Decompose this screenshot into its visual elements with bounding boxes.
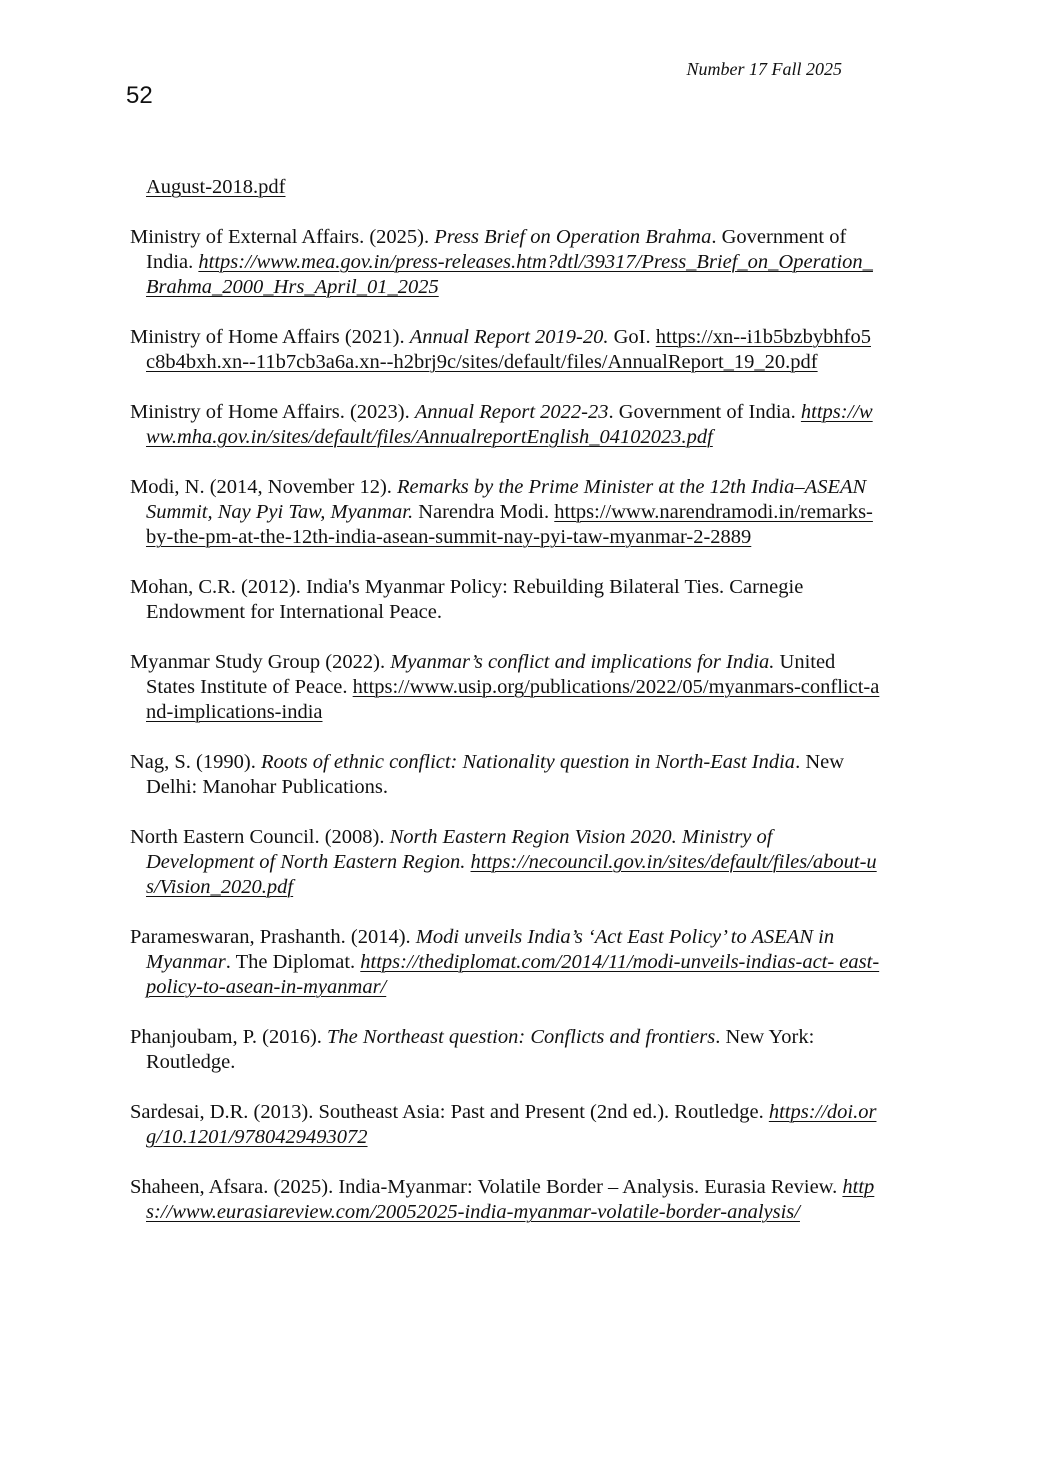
reference-text: . New Delhi: Manohar Publications.: [146, 751, 845, 798]
reference-entry: [130, 650, 880, 725]
reference-entry: [130, 225, 880, 300]
reference-text: . Government of India.: [146, 226, 847, 273]
reference-entry: [130, 1175, 880, 1225]
reference-link[interactable]: https://www.mha.gov.in/sites/default/files/AnnualreportEnglish_04102023.pdf: [146, 401, 873, 448]
reference-text: Modi, N. (2014, November 12).: [130, 476, 398, 498]
reference-text: Nag, S. (1990).: [130, 751, 261, 773]
reference-link[interactable]: https://necouncil.gov.in/sites/default/files/about-us/Vision_2020.pdf: [146, 851, 877, 898]
reference-entry: [130, 1025, 880, 1075]
reference-link[interactable]: https://www.eurasiareview.com/20052025-india-myanmar-volatile-border-analysis/: [146, 1176, 875, 1223]
reference-text: North Eastern Council. (2008).: [130, 826, 390, 848]
reference-link[interactable]: https://thediplomat.com/2014/11/modi-unveils-indias-act- east-policy-to-asean-in-myanmar/: [146, 951, 880, 998]
reference-text: GoI.: [608, 326, 656, 348]
reference-entry: [130, 325, 880, 375]
reference-entry: [130, 475, 880, 550]
reference-text: Parameswaran, Prashanth. (2014).: [130, 926, 416, 948]
reference-link[interactable]: https://doi.org/10.1201/9780429493072: [146, 1101, 877, 1148]
reference-link[interactable]: August-2018.pdf: [146, 176, 286, 198]
reference-text: Narendra Modi.: [413, 501, 555, 523]
page-number: 52: [126, 82, 153, 109]
reference-entry: [130, 1100, 880, 1150]
reference-entry: [130, 575, 880, 625]
reference-entries: [130, 225, 880, 1225]
reference-list: [130, 175, 880, 1250]
reference-text: . The Diplomat.: [225, 951, 361, 973]
reference-entry: [130, 400, 880, 450]
reference-text: Ministry of Home Affairs. (2023).: [130, 401, 415, 423]
reference-entry: [130, 825, 880, 900]
reference-title: Remarks by the Prime Minister at the 12th India–ASEAN Summit, Nay Pyi Taw, Myanmar.: [146, 476, 867, 523]
reference-text: Sardesai, D.R. (2013). Southeast Asia: Past and Present (2nd ed.). Routledge.: [130, 1101, 769, 1123]
reference-title: Roots of ethnic conflict: Nationality question in North-East India: [260, 751, 796, 773]
reference-title: Press Brief on Operation Brahma: [434, 226, 712, 248]
reference-title: Annual Report 2019-20.: [409, 326, 609, 348]
reference-link[interactable]: https://www.usip.org/publications/2022/05/myanmars-conflict-and-implications-india: [146, 676, 880, 723]
reference-text: Ministry of Home Affairs (2021).: [130, 326, 410, 348]
reference-continuation: [130, 175, 880, 200]
reference-title: Annual Report 2022-23: [414, 401, 609, 423]
reference-entry: [130, 925, 880, 1000]
reference-title: Modi unveils India’s ‘Act East Policy’ to ASEAN in Myanmar: [146, 926, 835, 973]
reference-text: Ministry of External Affairs. (2025).: [130, 226, 435, 248]
reference-entry: [130, 750, 880, 800]
reference-text: Phanjoubam, P. (2016).: [130, 1026, 328, 1048]
reference-link[interactable]: https://www.mea.gov.in/press-releases.htm?dtl/39317/Press_Brief_on_Operation_Brahma_2000_Hrs_April_01_2025: [146, 251, 873, 298]
reference-text: Myanmar Study Group (2022).: [130, 651, 391, 673]
running-header: Number 17 Fall 2025: [686, 59, 842, 79]
reference-title: Myanmar’s conflict and implications for India.: [390, 651, 775, 673]
reference-link[interactable]: https://www.narendramodi.in/remarks-by-the-pm-at-the-12th-india-asean-summit-nay-pyi-taw-myanmar-2-2889: [146, 501, 873, 548]
reference-link[interactable]: https://xn--i1b5bzbybhfo5c8b4bxh.xn--11b7cb3a6a.xn--h2brj9c/sites/default/files/AnnualReport_19_20.pdf: [146, 326, 871, 373]
reference-text: Shaheen, Afsara. (2025). India-Myanmar: Volatile Border – Analysis. Eurasia Review.: [130, 1176, 843, 1198]
reference-text: United States Institute of Peace.: [146, 651, 836, 698]
reference-text: Mohan, C.R. (2012). India's Myanmar Policy: Rebuilding Bilateral Ties. Carnegie Endowment for International Peace.: [130, 576, 804, 623]
reference-text: . Government of India.: [608, 401, 801, 423]
reference-text: . New York: Routledge.: [146, 1026, 815, 1073]
reference-title: The Northeast question: Conflicts and frontiers: [327, 1026, 716, 1048]
reference-title: North Eastern Region Vision 2020. Ministry of Development of North Eastern Region.: [146, 826, 773, 873]
